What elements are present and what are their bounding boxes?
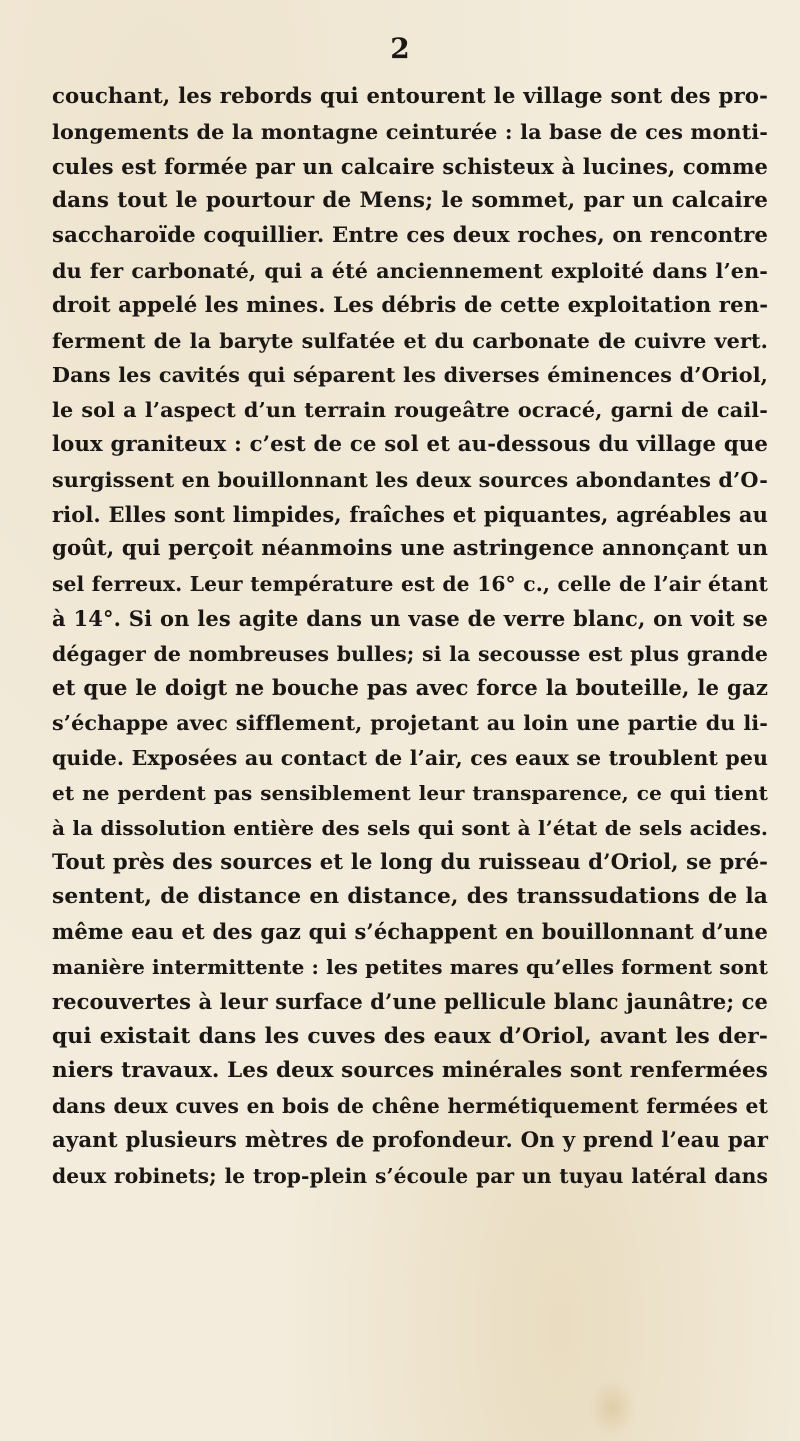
text-line: goût, qui perçoit néanmoins une astringence annonçant un xyxy=(52,536,768,562)
text-line: droit appelé les mines. Les débris de cette exploitation ren- xyxy=(52,292,769,318)
text-line: dans tout le pourtour de Mens; le sommet, par un calcaire xyxy=(52,188,768,214)
text-line: s’échappe avec sifflement, projetant au loin une partie du li- xyxy=(52,711,768,736)
text-line: cules est formée par un calcaire schisteux à lucines, comme xyxy=(52,153,768,179)
text-line: couchant, les rebords qui entourent le village sont des pro- xyxy=(52,84,768,109)
text-line: niers travaux. Les deux sources minérales sont renfermées xyxy=(52,1058,768,1084)
text-line: sentent, de distance en distance, des transsudations de la xyxy=(52,884,768,910)
text-line: du fer carbonaté, qui a été anciennement exploité dans l’en- xyxy=(52,258,768,283)
text-line: saccharoïde coquillier. Entre ces deux roches, on rencontre xyxy=(52,223,768,249)
text-line: recouvertes à leur surface d’une pellicule blanc jaunâtre; ce xyxy=(52,988,768,1014)
text-line: deux robinets; le trop-plein s’écoule par un tuyau latéral dans xyxy=(52,1163,768,1188)
paper-stain xyxy=(588,1378,636,1438)
text-line: dans deux cuves en bois de chêne hermétiquement fermées et xyxy=(52,1094,768,1119)
text-line: Tout près des sources et le long du ruisseau d’Oriol, se pré- xyxy=(52,849,769,875)
text-line: qui existait dans les cuves des eaux d’Oriol, avant les der- xyxy=(52,1023,768,1049)
text-line: à la dissolution entière des sels qui sont à l’état de sels acides. xyxy=(52,815,768,840)
text-line: même eau et des gaz qui s’échappent en bouillonnant d’une xyxy=(52,919,768,945)
text-line: et que le doigt ne bouche pas avec force la bouteille, le gaz xyxy=(52,675,768,701)
text-line: quide. Exposées au contact de l’air, ces eaux se troublent peu xyxy=(52,746,768,771)
text-line: à 14°. Si on les agite dans un vase de verre blanc, on voit se xyxy=(52,605,768,631)
text-line: sel ferreux. Leur température est de 16° c., celle de l’air étant xyxy=(52,572,768,597)
text-line: Dans les cavités qui séparent les diverses éminences d’Oriol, xyxy=(52,363,768,388)
text-line: riol. Elles sont limpides, fraîches et piquantes, agréables au xyxy=(52,501,768,527)
text-line: surgissent en bouillonnant les deux sources abondantes d’O- xyxy=(52,467,768,492)
text-line: et ne perdent pas sensiblement leur transparence, ce qui tient xyxy=(52,780,768,805)
body-text xyxy=(52,80,768,1194)
text-line: dégager de nombreuses bulles; si la secousse est plus grande xyxy=(52,641,768,666)
text-line: manière intermittente : les petites mares qu’elles forment sont xyxy=(52,954,768,979)
text-line: le sol a l’aspect d’un terrain rougeâtre ocracé, garni de cail- xyxy=(52,398,768,423)
page-number: 2 xyxy=(390,32,410,65)
text-line: ferment de la baryte sulfatée et du carbonate de cuivre vert. xyxy=(52,328,768,353)
text-line: loux graniteux : c’est de ce sol et au-dessous du village que xyxy=(52,431,768,457)
text-line: ayant plusieurs mètres de profondeur. On y prend l’eau par xyxy=(52,1127,768,1153)
text-line: longements de la montagne ceinturée : la base de ces monti- xyxy=(52,119,768,144)
